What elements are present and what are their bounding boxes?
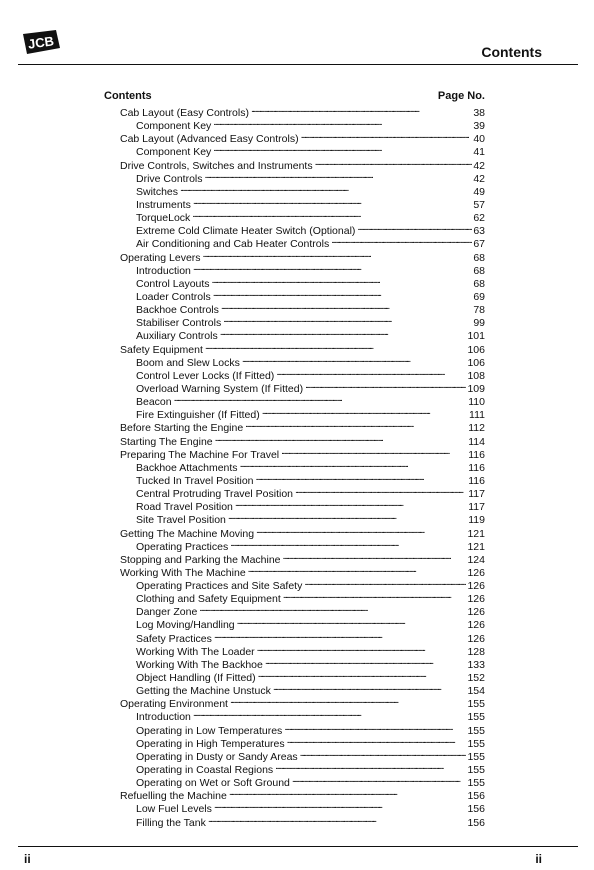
- dot-leader: [192, 208, 472, 221]
- toc-entry-page: 109: [467, 382, 485, 395]
- toc-entry-page: 155: [467, 698, 485, 711]
- toc-entry-page: 155: [467, 750, 485, 763]
- toc-entry-label: Starting The Engine: [120, 435, 213, 448]
- toc-entry-label: Extreme Cold Climate Heater Switch (Optional): [136, 225, 356, 238]
- toc-entry-label: Stabiliser Controls: [136, 317, 222, 330]
- toc-entry-page: 155: [467, 711, 485, 724]
- toc-entry-label: Backhoe Controls: [136, 304, 219, 317]
- dot-leader: [214, 629, 467, 642]
- toc-entry-page: 155: [467, 724, 485, 737]
- toc-entry-page: 154: [467, 685, 485, 698]
- toc-entry-page: 133: [467, 658, 485, 671]
- dot-leader: [300, 747, 467, 760]
- toc-entry-label: Cab Layout (Easy Controls): [120, 107, 249, 119]
- toc-entry-label: Working With The Loader: [136, 645, 255, 658]
- toc-entry-label: Working With The Machine: [120, 566, 246, 579]
- dot-leader: [242, 353, 467, 366]
- dot-leader: [174, 392, 468, 405]
- dot-leader: [257, 642, 467, 655]
- toc-entry-label: Central Protruding Travel Position: [136, 488, 293, 501]
- toc-entry-label: Road Travel Position: [136, 501, 233, 514]
- toc-entry-label: Air Conditioning and Cab Heater Controls: [136, 238, 330, 251]
- dot-leader: [292, 773, 467, 786]
- dot-leader: [203, 248, 473, 261]
- dot-leader: [235, 497, 467, 510]
- toc-entry-page: 99: [473, 317, 485, 330]
- toc-entry-page: 106: [467, 356, 485, 369]
- toc-entry-page: 155: [467, 737, 485, 750]
- toc-entry-page: 63: [473, 225, 485, 238]
- toc-entry-page: 49: [473, 185, 485, 198]
- dot-leader: [262, 405, 468, 418]
- dot-leader: [221, 300, 472, 313]
- toc-entry-label: Auxiliary Controls: [136, 330, 218, 343]
- toc-entry-page: 128: [467, 645, 485, 658]
- toc-entry-page: 42: [473, 172, 485, 185]
- toc-entry-label: Safety Equipment: [120, 343, 203, 356]
- toc-entry-label: Refuelling the Machine: [120, 790, 227, 803]
- toc-entry-label: Danger Zone: [136, 606, 198, 619]
- toc-entry-page: 126: [467, 632, 485, 645]
- toc-entry-label: Operating in Coastal Regions: [136, 764, 274, 777]
- header-rule: [18, 64, 578, 65]
- toc-entry-label: Cab Layout (Advanced Easy Controls): [120, 133, 299, 146]
- toc-entry-label: Fire Extinguisher (If Fitted): [136, 409, 260, 422]
- toc-entry-page: 69: [473, 290, 485, 303]
- dot-leader: [229, 786, 467, 799]
- dot-leader: [273, 681, 467, 694]
- toc-entry-page: 119: [468, 514, 485, 527]
- toc-entry-page: 38: [473, 107, 485, 119]
- dot-leader: [258, 668, 467, 681]
- dot-leader: [223, 313, 472, 326]
- toc-entry-label: Working With The Backhoe: [136, 658, 263, 671]
- toc-entries: [104, 103, 485, 829]
- toc-entry-label: Getting The Machine Moving: [120, 527, 255, 540]
- toc-entry-page: 126: [467, 580, 485, 593]
- toc-entry-page: 117: [468, 501, 485, 514]
- toc-entry-page: 155: [467, 777, 485, 790]
- dot-leader: [276, 366, 466, 379]
- dot-leader: [213, 142, 472, 155]
- toc-entry-page: 40: [473, 133, 485, 146]
- dot-leader: [331, 234, 472, 247]
- toc-entry-label: Switches: [136, 185, 179, 198]
- dot-leader: [284, 721, 466, 734]
- toc-entry-label: Instruments: [136, 198, 191, 211]
- toc-entry-label: Tucked In Travel Position: [136, 474, 254, 487]
- dot-leader: [256, 524, 466, 537]
- toc-entry-label: Stopping and Parking the Machine: [120, 553, 281, 566]
- toc-entry-label: Object Handling (If Fitted): [136, 672, 256, 685]
- toc-entry-label: Introduction: [136, 711, 191, 724]
- toc-entry-page: 116: [468, 448, 485, 461]
- toc-entry-label: Introduction: [136, 264, 191, 277]
- dot-leader: [230, 694, 466, 707]
- toc-entry-label: Getting the Machine Unstuck: [136, 685, 271, 698]
- toc-entry-label: Filling the Tank: [136, 816, 206, 829]
- toc-entry-label: Operating in Dusty or Sandy Areas: [136, 750, 298, 763]
- toc-entry-page: 116: [468, 474, 485, 487]
- toc-entry-page: 41: [473, 146, 485, 159]
- toc-entry-page: 68: [473, 251, 485, 264]
- toc-entry-page: 68: [473, 264, 485, 277]
- toc-entry-label: Operating Practices: [136, 540, 229, 553]
- jcb-logo: [20, 28, 62, 56]
- toc-header: [104, 89, 485, 103]
- dot-leader: [199, 602, 466, 615]
- toc-entry-page: 111: [469, 409, 485, 422]
- toc-entry-label: Control Layouts: [136, 277, 210, 290]
- dot-leader: [215, 432, 468, 445]
- toc-entry-page: 116: [468, 461, 485, 474]
- dot-leader: [228, 510, 467, 523]
- dot-leader: [251, 103, 472, 116]
- toc-entry-page: 126: [467, 566, 485, 579]
- toc-entry-label: Beacon: [136, 396, 172, 409]
- toc-entry-page: 121: [467, 527, 485, 540]
- dot-leader: [283, 589, 467, 602]
- toc-entry-label: Before Starting the Engine: [120, 422, 244, 435]
- dot-leader: [275, 760, 466, 773]
- dot-leader: [214, 799, 467, 812]
- toc-entry-page: 108: [467, 369, 485, 382]
- toc-entry[interactable]: [104, 103, 485, 119]
- dot-leader: [287, 734, 467, 747]
- dot-leader: [205, 340, 467, 353]
- dot-leader: [240, 458, 468, 471]
- toc-entry-label: Safety Practices: [136, 632, 212, 645]
- dot-leader: [265, 655, 467, 668]
- toc-entry-label: Site Travel Position: [136, 514, 226, 527]
- toc-entry-label: Component Key: [136, 120, 212, 133]
- toc-entry-page: 62: [473, 212, 485, 225]
- toc-entry-page: 126: [467, 606, 485, 619]
- footer-rule: [18, 846, 578, 847]
- toc-entry-page: 101: [467, 330, 485, 343]
- toc-entry-page: 126: [467, 619, 485, 632]
- dot-leader: [213, 287, 473, 300]
- toc-entry-label: Log Moving/Handling: [136, 619, 235, 632]
- dot-leader: [357, 221, 472, 234]
- page-number-left: ii: [24, 852, 31, 866]
- dot-leader: [304, 576, 466, 589]
- toc-page-heading: Page No.: [437, 90, 485, 102]
- toc-entry-label: Boom and Slew Locks: [136, 356, 240, 369]
- toc-heading: Contents: [104, 90, 152, 102]
- toc-entry-page: 114: [468, 435, 485, 448]
- dot-leader: [193, 261, 472, 274]
- dot-leader: [256, 471, 468, 484]
- toc-entry-label: Drive Controls: [136, 172, 203, 185]
- toc-entry-label: Operating Practices and Site Safety: [136, 580, 303, 593]
- toc-entry-page: 68: [473, 277, 485, 290]
- dot-leader: [230, 537, 466, 550]
- toc-entry-label: Operating on Wet or Soft Ground: [136, 777, 290, 790]
- toc-entry-page: 155: [467, 764, 485, 777]
- toc-entry-page: 110: [468, 396, 485, 409]
- dot-leader: [180, 182, 472, 195]
- dot-leader: [213, 116, 472, 129]
- dot-leader: [305, 379, 466, 392]
- dot-leader: [283, 550, 467, 563]
- dot-leader: [212, 274, 473, 287]
- toc-entry-label: TorqueLock: [136, 212, 191, 225]
- toc-entry-page: 39: [473, 120, 485, 133]
- dot-leader: [295, 484, 467, 497]
- toc-entry-label: Low Fuel Levels: [136, 803, 212, 816]
- toc-entry-label: Backhoe Attachments: [136, 461, 238, 474]
- dot-leader: [193, 195, 472, 208]
- toc-entry-label: Operating in High Temperatures: [136, 737, 285, 750]
- dot-leader: [245, 418, 467, 431]
- dot-leader: [205, 169, 473, 182]
- toc-entry-page: 67: [473, 238, 485, 251]
- toc-entry-page: 121: [467, 540, 485, 553]
- table-of-contents: [104, 89, 485, 829]
- dot-leader: [208, 813, 467, 826]
- toc-entry-page: 156: [467, 790, 485, 803]
- toc-entry-page: 126: [467, 593, 485, 606]
- toc-entry-label: Preparing The Machine For Travel: [120, 448, 280, 461]
- dot-leader: [248, 563, 467, 576]
- toc-entry-page: 117: [468, 488, 485, 501]
- toc-entry-label: Loader Controls: [136, 290, 211, 303]
- toc-entry-page: 124: [467, 553, 485, 566]
- toc-entry-page: 156: [467, 803, 485, 816]
- logo-text: JCB: [27, 33, 55, 52]
- toc-entry-page: 78: [473, 304, 485, 317]
- toc-entry-label: Operating Levers: [120, 251, 201, 264]
- dot-leader: [193, 707, 467, 720]
- page-number-right: ii: [535, 852, 542, 866]
- toc-entry-label: Operating Environment: [120, 698, 228, 711]
- dot-leader: [237, 615, 467, 628]
- toc-entry-label: Drive Controls, Switches and Instruments: [120, 159, 313, 172]
- toc-entry-page: 106: [467, 343, 485, 356]
- toc-entry-label: Control Lever Locks (If Fitted): [136, 369, 275, 382]
- toc-entry-page: 42: [473, 159, 485, 172]
- dot-leader: [301, 129, 473, 142]
- section-title: Contents: [481, 44, 542, 60]
- toc-entry-page: 152: [467, 672, 485, 685]
- toc-entry-page: 57: [473, 198, 485, 211]
- toc-entry-label: Clothing and Safety Equipment: [136, 593, 281, 606]
- toc-entry-label: Component Key: [136, 146, 212, 159]
- dot-leader: [281, 445, 467, 458]
- dot-leader: [220, 326, 467, 339]
- toc-entry-page: 112: [468, 422, 485, 435]
- dot-leader: [315, 156, 473, 169]
- toc-entry-label: Operating in Low Temperatures: [136, 724, 283, 737]
- toc-entry-label: Overload Warning System (If Fitted): [136, 382, 304, 395]
- toc-entry-page: 156: [467, 816, 485, 829]
